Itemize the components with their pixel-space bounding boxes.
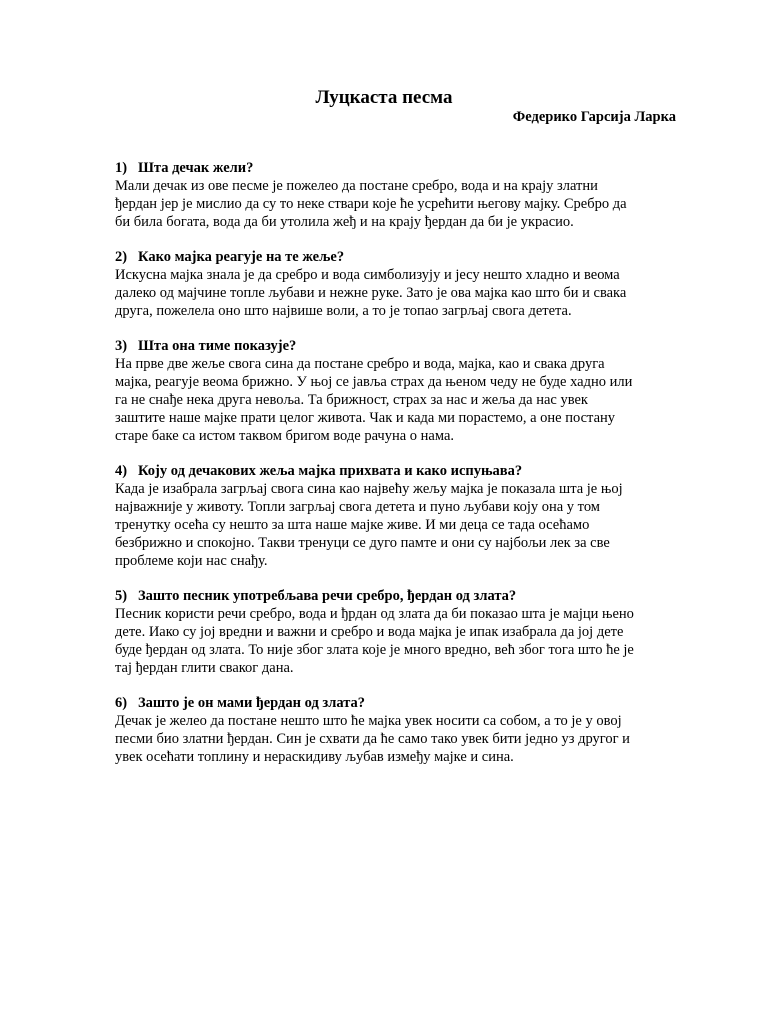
answer-line: увек осећати топлину и нераскидиву љубав између мајке и сина. xyxy=(115,749,514,765)
question-number: 2) xyxy=(115,249,128,265)
question-block xyxy=(115,159,685,231)
question-block xyxy=(115,694,685,766)
question-block xyxy=(115,337,685,445)
answer-line: Песник користи речи сребро, вода и ђрдан од злата да би показао шта је мајци њено xyxy=(115,606,634,622)
answer-line: Када је изабрала загрљај свога сина као највећу жељу мајка је показала шта је њој xyxy=(115,481,623,497)
answer-line: На прве две жеље свога сина да постане сребро и вода, мајка, као и свака друга xyxy=(115,356,605,372)
answer-line: мајка, реагује веома брижно. У њој се јавља страх да њеном чеду не буде хадно или xyxy=(115,374,633,390)
question-text: Зашто песник употребљава речи сребро, ђердан од злата? xyxy=(138,588,517,604)
question-text: Шта она тиме показује? xyxy=(138,338,297,354)
question-text: Зашто је он мами ђердан од злата? xyxy=(138,695,366,711)
question-block xyxy=(115,587,685,677)
question-heading xyxy=(115,587,685,605)
question-heading xyxy=(115,337,685,355)
answer-line: би била богата, вода да би утолила жеђ и на крају ђердан да би је украсио. xyxy=(115,214,574,230)
question-block xyxy=(115,462,685,570)
answer-line: проблеме који нас снађу. xyxy=(115,553,268,569)
question-text: Како мајка реагује на те жеље? xyxy=(138,249,345,265)
question-heading xyxy=(115,694,685,712)
answer-line: дете. Иако су јој вредни и важни и сребро и вода мајка је ипак изабрала да јој дете xyxy=(115,624,624,640)
question-text: Коју од дечакових жеља мајка прихвата и како испуњава? xyxy=(138,463,523,479)
answer-line: далеко од мајчине топле љубави и нежне руке. Зато је ова мајка као што би и свака xyxy=(115,285,627,301)
answer-line: Дечак је желео да постане нешто што ће мајка увек носити са собом, а то је у овој xyxy=(115,713,622,729)
answer-line: Искусна мајка знала је да сребро и вода симболизују и јесу нешто хладно и веома xyxy=(115,267,620,283)
answer-line: заштите наше мајке прати целог живота. Чак и када ми порастемо, а оне постану xyxy=(115,410,616,426)
question-block xyxy=(115,248,685,320)
question-number: 5) xyxy=(115,588,128,604)
answer-line: старе баке са истом таквом бригом воде рачуна о нама. xyxy=(115,428,455,444)
answer-line: тренутку осећа су нешто за шта наше мајке живе. И ми деца се тада осећамо xyxy=(115,517,590,533)
answer-line: га не снађе нека друга невоља. Та брижност, страх за нас и жеља да нас увек xyxy=(115,392,588,408)
question-number: 1) xyxy=(115,160,128,176)
answer-line: буде ђердан од злата. То није због злата које је много вредно, већ због тога што ће је xyxy=(115,642,634,658)
document-author: Федерико Гарсија Ларка xyxy=(512,109,676,125)
answer-line: безбрижно и спокојно. Такви тренуци се дуго памте и они су најбољи лек за све xyxy=(115,535,610,551)
question-number: 3) xyxy=(115,338,128,354)
answer-line: песми био златни ђердан. Син је схвати да ће само тако увек бити једно уз другог и xyxy=(115,731,630,747)
question-heading xyxy=(115,462,685,480)
answer-line: најважније у животу. Топли загрљај свога детета и пуно љубави коју она у том xyxy=(115,499,600,515)
question-heading xyxy=(115,159,685,177)
answer-line: тај ђердан глити сваког дана. xyxy=(115,660,294,676)
document-title: Луцкаста песма xyxy=(315,87,453,108)
question-number: 4) xyxy=(115,463,128,479)
question-heading xyxy=(115,248,685,266)
answer-line: друга, пожелела оно што највише воли, а то је топао загрљај свога детета. xyxy=(115,303,572,319)
question-number: 6) xyxy=(115,695,128,711)
answer-line: Мали дечак из ове песме је пожелео да постане сребро, вода и на крају златни xyxy=(115,178,598,194)
question-text: Шта дечак жели? xyxy=(138,160,254,176)
answer-line: ђердан јер је мислио да су то неке ствари које ће усрећити његову мајку. Сребро да xyxy=(115,196,627,212)
question-answer-list xyxy=(115,159,685,783)
